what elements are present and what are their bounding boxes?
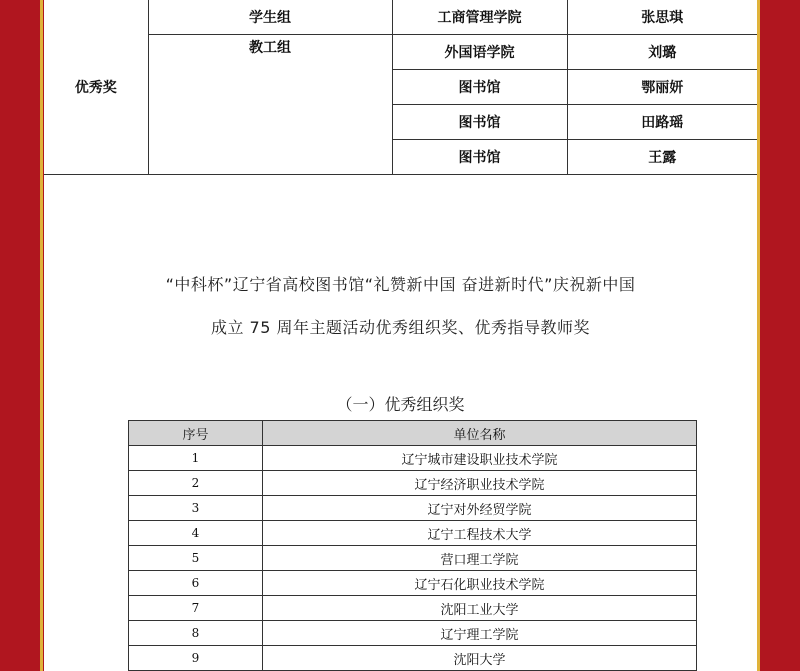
row-index: 4: [129, 521, 263, 546]
row-unit: 辽宁城市建设职业技术学院: [263, 446, 697, 471]
heading-line-1: “中科杯”辽宁省高校图书馆“礼赞新中国 奋进新时代”庆祝新中国: [165, 275, 636, 294]
row-unit: 沈阳大学: [263, 646, 697, 671]
row-unit: 辽宁石化职业技术学院: [263, 571, 697, 596]
table-row: [44, 0, 757, 35]
header-unit-name: 单位名称: [263, 421, 697, 446]
document-page: [44, 0, 757, 671]
row-unit: 辽宁对外经贸学院: [263, 496, 697, 521]
row-unit: 营口理工学院: [263, 546, 697, 571]
name-cell: 王露: [567, 140, 757, 175]
row-index: 8: [129, 621, 263, 646]
row-index: 7: [129, 596, 263, 621]
name-cell: 张思琪: [567, 0, 757, 35]
row-index: 1: [129, 446, 263, 471]
row-unit: 辽宁经济职业技术学院: [263, 471, 697, 496]
row-index: 9: [129, 646, 263, 671]
right-gold-border: [757, 0, 760, 671]
table-row: [129, 621, 697, 646]
name-cell: 刘璐: [567, 35, 757, 70]
name-cell: 鄂丽妍: [567, 70, 757, 105]
table-row: [129, 496, 697, 521]
table-row: [129, 521, 697, 546]
award-category: 优秀奖: [44, 0, 148, 175]
unit-cell: 外国语学院: [392, 35, 567, 70]
unit-cell: 图书馆: [392, 105, 567, 140]
staff-group-label: 教工组: [148, 35, 392, 175]
student-group-label: 学生组: [148, 0, 392, 35]
table-row: [129, 546, 697, 571]
award-table: [44, 0, 757, 175]
unit-cell: 图书馆: [392, 70, 567, 105]
row-index: 6: [129, 571, 263, 596]
unit-cell: 图书馆: [392, 140, 567, 175]
row-index: 3: [129, 496, 263, 521]
section-title: （一）优秀组织奖: [336, 395, 465, 414]
name-cell: 田路瑶: [567, 105, 757, 140]
header-index: 序号: [129, 421, 263, 446]
row-index: 2: [129, 471, 263, 496]
row-index: 5: [129, 546, 263, 571]
unit-cell: 工商管理学院: [392, 0, 567, 35]
row-unit: 沈阳工业大学: [263, 596, 697, 621]
heading-line-2: 成立 75 周年主题活动优秀组织奖、优秀指导教师奖: [210, 318, 591, 337]
table-header-row: [129, 421, 697, 446]
table-row: [129, 471, 697, 496]
organization-award-table: [128, 420, 697, 671]
table-row: [129, 446, 697, 471]
table-row: [129, 596, 697, 621]
table-row: [129, 646, 697, 671]
left-gold-border: [40, 0, 43, 671]
row-unit: 辽宁工程技术大学: [263, 521, 697, 546]
row-unit: 辽宁理工学院: [263, 621, 697, 646]
table-row: [44, 35, 757, 70]
table-row: [129, 571, 697, 596]
